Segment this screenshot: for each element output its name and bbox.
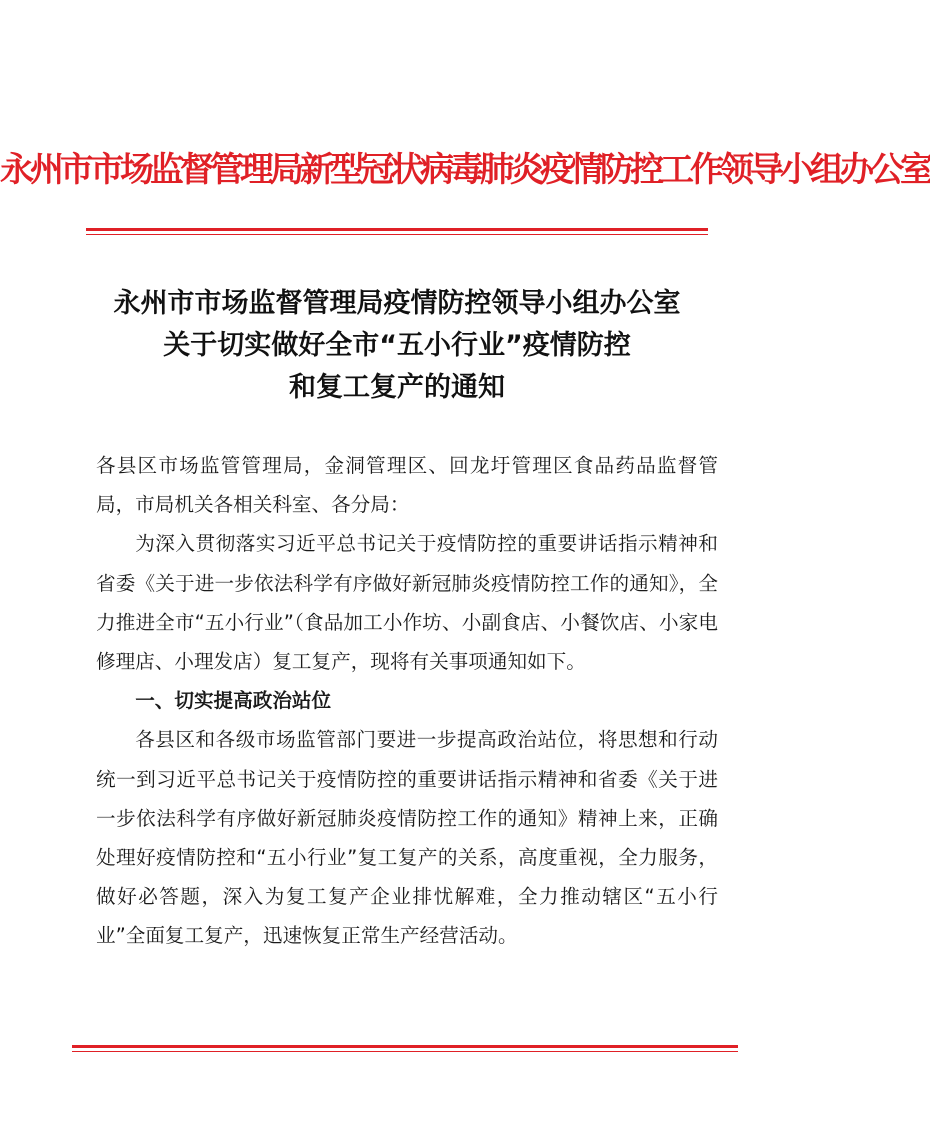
title-line-1: 永州市市场监督管理局疫情防控领导小组办公室 xyxy=(113,288,681,319)
section-1-paragraph: 各县区和各级市场监管部门要进一步提高政治站位，将思想和行动统一到习近平总书记关于疫情防控的重要讲话指示精神和省委《关于进一步依法科学有序做好新冠肺炎疫情防控工作的通知》精神上来，正确处理好疫情防控和“五小行业”复工复产的关系，高度重视，全力服务，做好必答题，深入为复工复产企业排忧解难，全力推动辖区“五小行业”全面复工复产，迅速恢复正常生产经营活动。 xyxy=(96,728,718,948)
section-1-heading: 一、切实提高政治站位 xyxy=(135,689,332,713)
letterhead-divider xyxy=(86,228,708,235)
document-title xyxy=(60,283,734,409)
title-line-3: 和复工复产的通知 xyxy=(289,372,505,403)
footer-divider xyxy=(72,1045,738,1052)
intro-paragraph: 为深入贯彻落实习近平总书记关于疫情防控的重要讲话指示精神和省委《关于进一步依法科学有序做好新冠肺炎疫情防控工作的通知》，全力推进全市“五小行业”（食品加工小作坊、小副食店、小餐饮店、小家电修理店、小理发店）复工复产，现将有关事项通知如下。 xyxy=(96,532,718,674)
recipients-paragraph: 各县区市场监管管理局，金洞管理区、回龙圩管理区食品药品监督管局，市局机关各相关科室、各分局： xyxy=(96,454,718,517)
document-body xyxy=(96,446,718,956)
title-line-2: 关于切实做好全市“五小行业”疫情防控 xyxy=(163,330,631,361)
letterhead-title: 永州市市场监督管理局新型冠状病毒肺炎疫情防控工作领导小组办公室 xyxy=(0,150,930,190)
